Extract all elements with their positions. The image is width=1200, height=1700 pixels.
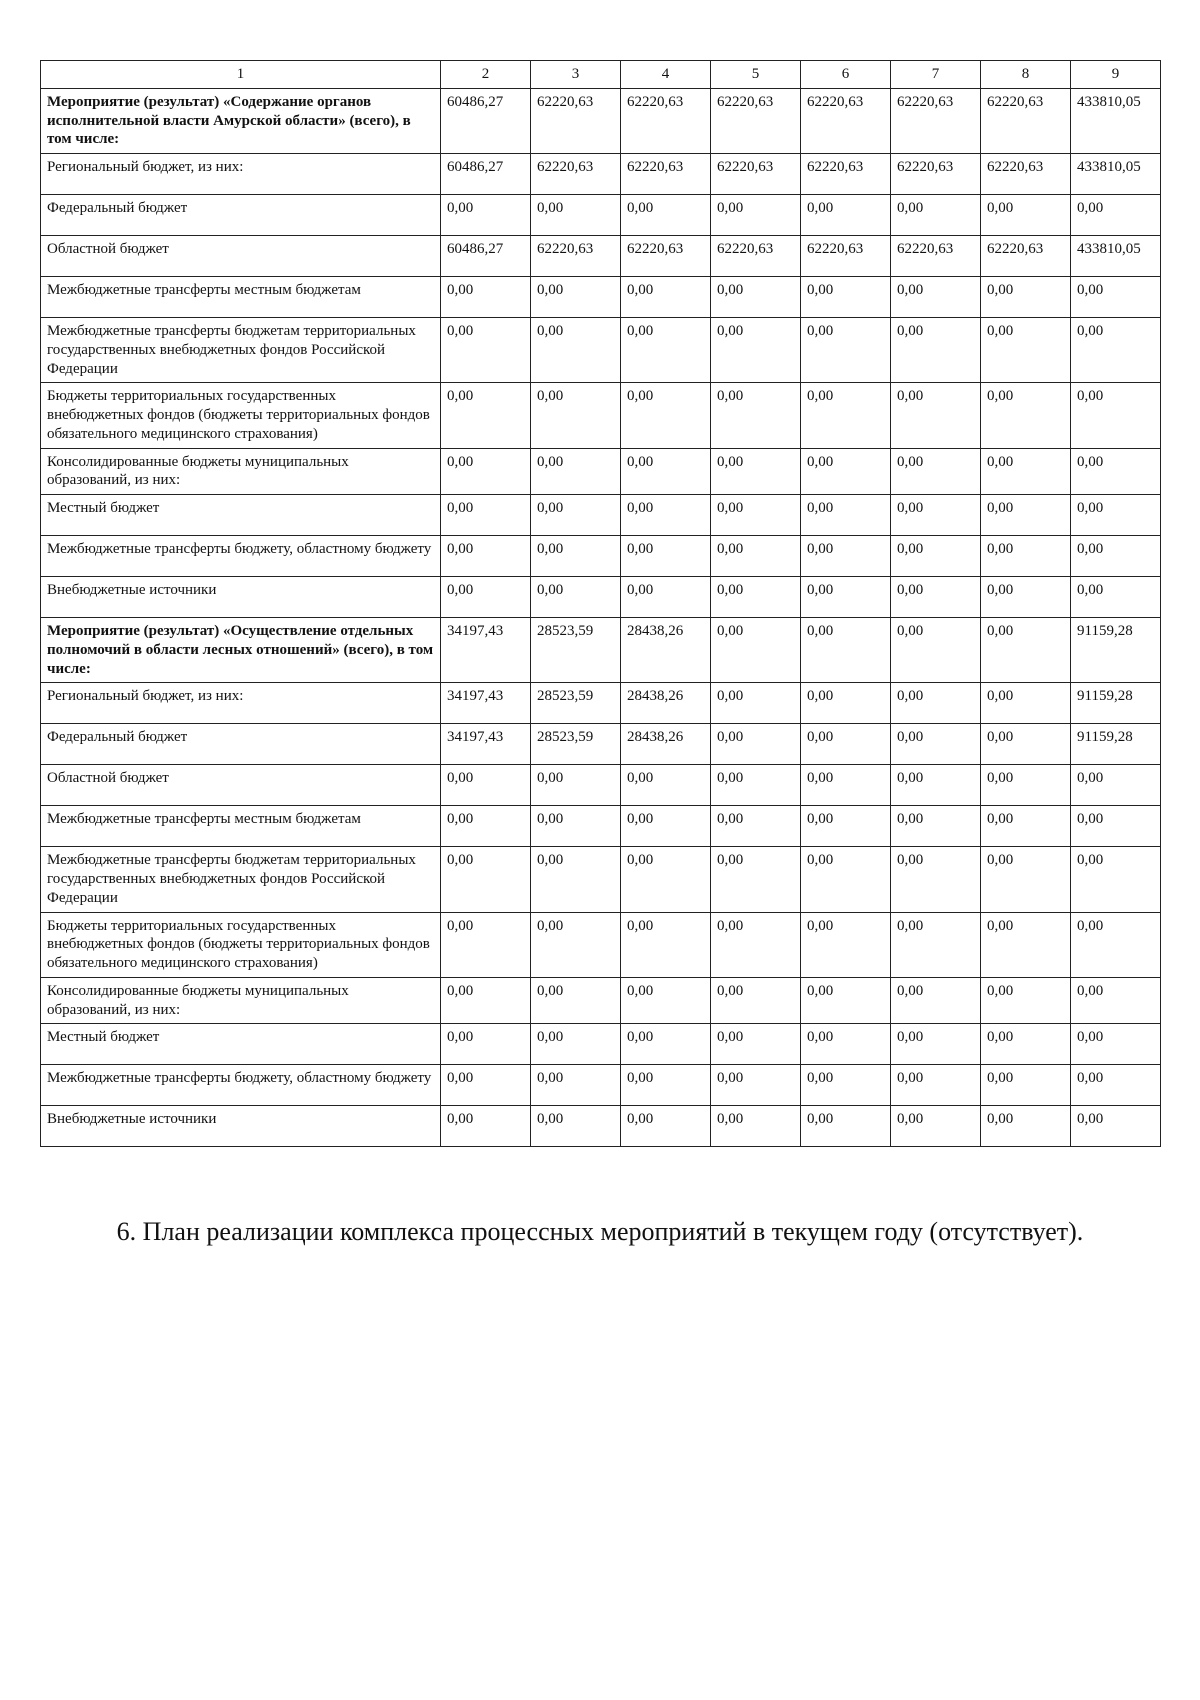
table-row <box>41 912 1161 977</box>
table-cell: 0,00 <box>801 195 891 236</box>
table-cell: 0,00 <box>711 448 801 495</box>
table-cell: 0,00 <box>801 1106 891 1147</box>
table-cell: 0,00 <box>801 577 891 618</box>
table-cell: 0,00 <box>891 977 981 1024</box>
table-cell: 28523,59 <box>531 724 621 765</box>
row-label: Областной бюджет <box>41 765 441 806</box>
row-label: Внебюджетные источники <box>41 577 441 618</box>
column-header: 9 <box>1071 61 1161 89</box>
table-cell: 0,00 <box>1071 536 1161 577</box>
table-cell: 0,00 <box>1071 847 1161 912</box>
table-cell: 0,00 <box>891 318 981 383</box>
table-cell: 0,00 <box>621 536 711 577</box>
table-cell: 0,00 <box>891 765 981 806</box>
table-cell: 0,00 <box>891 495 981 536</box>
table-row <box>41 277 1161 318</box>
table-cell: 0,00 <box>531 1106 621 1147</box>
table-cell: 62220,63 <box>711 154 801 195</box>
table-row <box>41 88 1161 153</box>
table-row <box>41 1065 1161 1106</box>
table-cell: 62220,63 <box>891 154 981 195</box>
document-page <box>40 60 1160 1247</box>
table-cell: 0,00 <box>801 536 891 577</box>
table-cell: 0,00 <box>621 847 711 912</box>
table-cell: 0,00 <box>711 618 801 683</box>
table-row <box>41 577 1161 618</box>
table-cell: 0,00 <box>441 318 531 383</box>
table-cell: 0,00 <box>1071 383 1161 448</box>
table-cell: 0,00 <box>531 806 621 847</box>
table-cell: 0,00 <box>981 977 1071 1024</box>
table-cell: 0,00 <box>711 577 801 618</box>
table-cell: 62220,63 <box>621 154 711 195</box>
table-row <box>41 154 1161 195</box>
table-cell: 0,00 <box>621 977 711 1024</box>
table-cell: 62220,63 <box>891 236 981 277</box>
table-cell: 0,00 <box>801 683 891 724</box>
table-cell: 0,00 <box>981 383 1071 448</box>
row-label: Консолидированные бюджеты муниципальных образований, из них: <box>41 448 441 495</box>
table-cell: 62220,63 <box>531 236 621 277</box>
table-cell: 0,00 <box>1071 195 1161 236</box>
table-cell: 0,00 <box>1071 977 1161 1024</box>
table-cell: 0,00 <box>441 912 531 977</box>
table-body <box>41 88 1161 1147</box>
table-cell: 0,00 <box>711 806 801 847</box>
table-cell: 62220,63 <box>981 154 1071 195</box>
table-cell: 0,00 <box>711 912 801 977</box>
table-cell: 28438,26 <box>621 683 711 724</box>
table-cell: 0,00 <box>981 724 1071 765</box>
table-cell: 0,00 <box>1071 577 1161 618</box>
table-cell: 0,00 <box>441 195 531 236</box>
row-label: Областной бюджет <box>41 236 441 277</box>
table-cell: 34197,43 <box>441 683 531 724</box>
table-cell: 0,00 <box>711 1024 801 1065</box>
row-label: Межбюджетные трансферты бюджетам территориальных государственных внебюджетных фондов Российской Федерации <box>41 847 441 912</box>
table-cell: 62220,63 <box>621 236 711 277</box>
table-cell: 0,00 <box>891 1106 981 1147</box>
table-cell: 0,00 <box>891 448 981 495</box>
table-cell: 91159,28 <box>1071 618 1161 683</box>
table-cell: 60486,27 <box>441 236 531 277</box>
table-cell: 0,00 <box>981 847 1071 912</box>
table-row <box>41 1106 1161 1147</box>
table-cell: 0,00 <box>891 277 981 318</box>
table-cell: 0,00 <box>531 847 621 912</box>
table-cell: 0,00 <box>981 448 1071 495</box>
table-cell: 0,00 <box>801 724 891 765</box>
table-cell: 28523,59 <box>531 683 621 724</box>
table-cell: 0,00 <box>801 383 891 448</box>
table-cell: 0,00 <box>801 1065 891 1106</box>
table-cell: 0,00 <box>981 806 1071 847</box>
table-cell: 0,00 <box>711 495 801 536</box>
row-label: Межбюджетные трансферты местным бюджетам <box>41 806 441 847</box>
table-cell: 0,00 <box>621 1024 711 1065</box>
column-header: 5 <box>711 61 801 89</box>
table-cell: 62220,63 <box>711 236 801 277</box>
table-cell: 0,00 <box>621 383 711 448</box>
table-cell: 0,00 <box>441 1024 531 1065</box>
table-cell: 0,00 <box>531 1065 621 1106</box>
table-cell: 0,00 <box>1071 495 1161 536</box>
table-cell: 0,00 <box>891 1065 981 1106</box>
table-cell: 0,00 <box>801 1024 891 1065</box>
table-cell: 0,00 <box>531 912 621 977</box>
table-cell: 0,00 <box>801 277 891 318</box>
table-cell: 0,00 <box>981 1106 1071 1147</box>
table-row <box>41 536 1161 577</box>
table-row <box>41 318 1161 383</box>
table-cell: 0,00 <box>801 765 891 806</box>
table-cell: 0,00 <box>1071 765 1161 806</box>
table-cell: 0,00 <box>531 195 621 236</box>
row-label: Межбюджетные трансферты бюджету, областному бюджету <box>41 1065 441 1106</box>
table-cell: 0,00 <box>981 1024 1071 1065</box>
table-row <box>41 495 1161 536</box>
table-cell: 0,00 <box>981 318 1071 383</box>
table-cell: 62220,63 <box>981 88 1071 153</box>
row-label: Консолидированные бюджеты муниципальных образований, из них: <box>41 977 441 1024</box>
table-cell: 0,00 <box>981 1065 1071 1106</box>
table-cell: 0,00 <box>891 618 981 683</box>
table-cell: 0,00 <box>621 1065 711 1106</box>
table-cell: 91159,28 <box>1071 683 1161 724</box>
table-cell: 0,00 <box>1071 448 1161 495</box>
column-header: 4 <box>621 61 711 89</box>
table-cell: 0,00 <box>1071 1106 1161 1147</box>
table-cell: 0,00 <box>981 536 1071 577</box>
table-row <box>41 236 1161 277</box>
table-cell: 34197,43 <box>441 618 531 683</box>
table-cell: 0,00 <box>981 195 1071 236</box>
table-cell: 34197,43 <box>441 724 531 765</box>
table-cell: 0,00 <box>711 536 801 577</box>
table-cell: 0,00 <box>891 912 981 977</box>
row-label: Бюджеты территориальных государственных внебюджетных фондов (бюджеты территориальных фондов обязательного медицинского страхования) <box>41 912 441 977</box>
table-cell: 0,00 <box>621 448 711 495</box>
table-row <box>41 1024 1161 1065</box>
table-cell: 0,00 <box>981 277 1071 318</box>
table-cell: 0,00 <box>981 683 1071 724</box>
row-label: Бюджеты территориальных государственных внебюджетных фондов (бюджеты территориальных фондов обязательного медицинского страхования) <box>41 383 441 448</box>
table-cell: 28523,59 <box>531 618 621 683</box>
table-cell: 0,00 <box>711 765 801 806</box>
table-cell: 0,00 <box>1071 318 1161 383</box>
table-cell: 0,00 <box>441 977 531 1024</box>
table-cell: 0,00 <box>441 847 531 912</box>
table-cell: 0,00 <box>621 912 711 977</box>
table-cell: 0,00 <box>891 1024 981 1065</box>
table-cell: 62220,63 <box>891 88 981 153</box>
table-cell: 62220,63 <box>981 236 1071 277</box>
table-cell: 0,00 <box>531 448 621 495</box>
table-cell: 0,00 <box>621 1106 711 1147</box>
row-label: Межбюджетные трансферты бюджету, областному бюджету <box>41 536 441 577</box>
table-cell: 0,00 <box>441 1106 531 1147</box>
table-cell: 0,00 <box>621 195 711 236</box>
table-cell: 0,00 <box>981 495 1071 536</box>
table-cell: 0,00 <box>441 806 531 847</box>
table-row <box>41 847 1161 912</box>
table-cell: 0,00 <box>711 277 801 318</box>
table-cell: 0,00 <box>801 847 891 912</box>
table-cell: 0,00 <box>1071 1065 1161 1106</box>
row-label: Региональный бюджет, из них: <box>41 683 441 724</box>
table-cell: 0,00 <box>531 1024 621 1065</box>
table-cell: 62220,63 <box>711 88 801 153</box>
table-cell: 0,00 <box>891 195 981 236</box>
table-cell: 62220,63 <box>621 88 711 153</box>
table-cell: 0,00 <box>711 724 801 765</box>
table-cell: 433810,05 <box>1071 236 1161 277</box>
table-cell: 0,00 <box>531 318 621 383</box>
table-cell: 0,00 <box>1071 277 1161 318</box>
table-cell: 0,00 <box>531 536 621 577</box>
table-row <box>41 618 1161 683</box>
table-cell: 0,00 <box>441 577 531 618</box>
table-cell: 433810,05 <box>1071 88 1161 153</box>
table-cell: 0,00 <box>1071 1024 1161 1065</box>
table-cell: 0,00 <box>801 806 891 847</box>
table-cell: 0,00 <box>441 383 531 448</box>
table-cell: 0,00 <box>801 318 891 383</box>
table-row <box>41 765 1161 806</box>
row-label: Мероприятие (результат) «Содержание органов исполнительной власти Амурской области» (всего), в том числе: <box>41 88 441 153</box>
table-cell: 0,00 <box>621 277 711 318</box>
table-cell: 0,00 <box>441 495 531 536</box>
table-cell: 0,00 <box>981 618 1071 683</box>
column-header: 2 <box>441 61 531 89</box>
table-cell: 60486,27 <box>441 88 531 153</box>
row-label: Межбюджетные трансферты местным бюджетам <box>41 277 441 318</box>
table-cell: 62220,63 <box>531 154 621 195</box>
table-row <box>41 195 1161 236</box>
table-cell: 62220,63 <box>801 154 891 195</box>
table-cell: 0,00 <box>891 683 981 724</box>
table-cell: 0,00 <box>531 495 621 536</box>
row-label: Местный бюджет <box>41 495 441 536</box>
table-cell: 0,00 <box>441 536 531 577</box>
table-cell: 0,00 <box>621 318 711 383</box>
table-cell: 0,00 <box>981 577 1071 618</box>
table-cell: 0,00 <box>891 724 981 765</box>
table-cell: 0,00 <box>711 318 801 383</box>
table-header-row <box>41 61 1161 89</box>
table-cell: 0,00 <box>891 383 981 448</box>
table-cell: 0,00 <box>711 847 801 912</box>
table-row <box>41 448 1161 495</box>
table-cell: 28438,26 <box>621 724 711 765</box>
table-cell: 0,00 <box>891 847 981 912</box>
table-cell: 0,00 <box>711 683 801 724</box>
table-cell: 0,00 <box>711 383 801 448</box>
table-cell: 433810,05 <box>1071 154 1161 195</box>
table-cell: 0,00 <box>621 806 711 847</box>
table-row <box>41 806 1161 847</box>
row-label: Федеральный бюджет <box>41 724 441 765</box>
table-cell: 91159,28 <box>1071 724 1161 765</box>
column-header: 1 <box>41 61 441 89</box>
table-row <box>41 977 1161 1024</box>
table-row <box>41 683 1161 724</box>
row-label: Федеральный бюджет <box>41 195 441 236</box>
table-cell: 0,00 <box>621 495 711 536</box>
table-cell: 0,00 <box>801 912 891 977</box>
funding-table <box>40 60 1161 1147</box>
row-label: Мероприятие (результат) «Осуществление отдельных полномочий в области лесных отношений» (всего), в том числе: <box>41 618 441 683</box>
table-row <box>41 383 1161 448</box>
table-cell: 0,00 <box>531 383 621 448</box>
table-cell: 0,00 <box>981 765 1071 806</box>
table-cell: 0,00 <box>711 1106 801 1147</box>
table-cell: 0,00 <box>711 1065 801 1106</box>
column-header: 7 <box>891 61 981 89</box>
table-cell: 0,00 <box>621 577 711 618</box>
table-cell: 0,00 <box>531 277 621 318</box>
column-header: 8 <box>981 61 1071 89</box>
table-cell: 0,00 <box>621 765 711 806</box>
column-header: 6 <box>801 61 891 89</box>
table-cell: 0,00 <box>891 806 981 847</box>
table-cell: 0,00 <box>531 977 621 1024</box>
table-cell: 62220,63 <box>801 236 891 277</box>
table-cell: 60486,27 <box>441 154 531 195</box>
table-cell: 0,00 <box>531 765 621 806</box>
table-cell: 0,00 <box>441 765 531 806</box>
table-cell: 0,00 <box>891 536 981 577</box>
table-cell: 0,00 <box>711 195 801 236</box>
table-cell: 0,00 <box>801 495 891 536</box>
table-cell: 28438,26 <box>621 618 711 683</box>
row-label: Межбюджетные трансферты бюджетам территориальных государственных внебюджетных фондов Российской Федерации <box>41 318 441 383</box>
table-cell: 62220,63 <box>531 88 621 153</box>
table-cell: 0,00 <box>441 277 531 318</box>
table-cell: 0,00 <box>711 977 801 1024</box>
table-cell: 0,00 <box>801 618 891 683</box>
table-cell: 0,00 <box>801 977 891 1024</box>
table-cell: 0,00 <box>441 1065 531 1106</box>
table-row <box>41 724 1161 765</box>
row-label: Региональный бюджет, из них: <box>41 154 441 195</box>
table-cell: 0,00 <box>1071 912 1161 977</box>
table-cell: 0,00 <box>531 577 621 618</box>
section-heading: 6. План реализации комплекса процессных мероприятий в текущем году (отсутствует). <box>116 1217 1084 1247</box>
table-cell: 0,00 <box>1071 806 1161 847</box>
table-cell: 0,00 <box>891 577 981 618</box>
table-cell: 0,00 <box>441 448 531 495</box>
row-label: Местный бюджет <box>41 1024 441 1065</box>
column-header: 3 <box>531 61 621 89</box>
row-label: Внебюджетные источники <box>41 1106 441 1147</box>
table-cell: 62220,63 <box>801 88 891 153</box>
table-cell: 0,00 <box>801 448 891 495</box>
table-cell: 0,00 <box>981 912 1071 977</box>
